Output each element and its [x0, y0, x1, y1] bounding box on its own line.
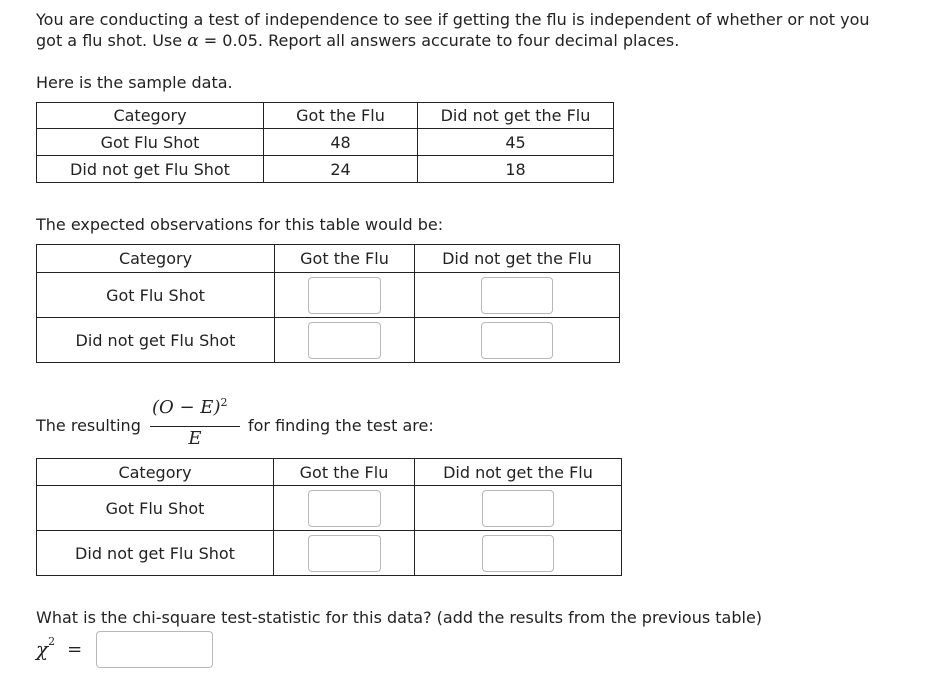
header-got-flu: Got the Flu [274, 459, 415, 486]
chi-square-input[interactable] [96, 631, 213, 668]
cell-got-flu: 48 [264, 129, 418, 156]
cell-got-flu [275, 318, 415, 363]
header-category: Category [37, 459, 274, 486]
header-category: Category [37, 245, 275, 273]
alpha-symbol: α [187, 31, 199, 51]
resulting-suffix: for finding the test are: [248, 416, 434, 435]
formula-denominator: E [188, 428, 202, 449]
resulting-prefix: The resulting [36, 416, 141, 435]
sample-data-table [36, 102, 614, 183]
chi-square-question: What is the chi-square test-statistic for this data? (add the results from the previous table) [36, 608, 763, 627]
header-category: Category [37, 103, 264, 129]
question-text-suffix: = 0.05. Report all answers accurate to four decimal places. [203, 31, 680, 50]
row-category: Got Flu Shot [37, 273, 275, 318]
question-text-prefix: got a flu shot. Use [36, 31, 183, 50]
row-category: Got Flu Shot [37, 486, 274, 531]
header-no-flu: Did not get the Flu [415, 245, 620, 273]
question-text-line1: You are conducting a test of independence to see if getting the flu is independent of whether or not you [36, 10, 870, 29]
result-no-shot-got-flu-input[interactable] [308, 535, 381, 572]
row-category: Did not get Flu Shot [37, 531, 274, 576]
chi-square-answer [36, 630, 213, 668]
cell-got-flu [275, 273, 415, 318]
table-header-row [37, 103, 614, 129]
table-row [37, 129, 614, 156]
cell-no-flu: 45 [418, 129, 614, 156]
result-got-flu-shot-no-flu-input[interactable] [482, 490, 554, 527]
cell-got-flu [274, 486, 415, 531]
expected-got-flu-shot-got-flu-input[interactable] [308, 277, 381, 314]
header-got-flu: Got the Flu [275, 245, 415, 273]
result-got-flu-shot-got-flu-input[interactable] [308, 490, 381, 527]
cell-no-flu: 18 [418, 156, 614, 183]
formula-exponent: 2 [220, 396, 228, 409]
equals-sign: = [67, 638, 83, 660]
table-header-row [37, 245, 620, 273]
row-category: Did not get Flu Shot [37, 156, 264, 183]
table-row [37, 531, 622, 576]
cell-no-flu [415, 531, 622, 576]
cell-no-flu [415, 273, 620, 318]
chi-component-formula [150, 394, 240, 450]
table-row [37, 318, 620, 363]
row-category: Got Flu Shot [37, 129, 264, 156]
question-text-line2 [36, 31, 679, 51]
cell-no-flu [415, 486, 622, 531]
cell-got-flu: 24 [264, 156, 418, 183]
resulting-table [36, 458, 622, 576]
header-no-flu: Did not get the Flu [415, 459, 622, 486]
table-row [37, 486, 622, 531]
chi-exponent: 2 [48, 634, 56, 648]
cell-got-flu [274, 531, 415, 576]
header-got-flu: Got the Flu [264, 103, 418, 129]
expected-label: The expected observations for this table would be: [36, 215, 444, 234]
row-category: Did not get Flu Shot [37, 318, 275, 363]
result-no-shot-no-flu-input[interactable] [482, 535, 554, 572]
fraction-bar [150, 426, 240, 427]
expected-got-flu-shot-no-flu-input[interactable] [481, 277, 553, 314]
chi-symbol: χ [36, 637, 49, 661]
cell-no-flu [415, 318, 620, 363]
expected-no-shot-no-flu-input[interactable] [481, 322, 553, 359]
expected-table [36, 244, 620, 363]
expected-no-shot-got-flu-input[interactable] [308, 322, 381, 359]
header-no-flu: Did not get the Flu [418, 103, 614, 129]
table-row [37, 273, 620, 318]
table-header-row [37, 459, 622, 486]
formula-numerator: (O − E) [152, 397, 221, 418]
table-row [37, 156, 614, 183]
sample-data-label: Here is the sample data. [36, 73, 233, 92]
